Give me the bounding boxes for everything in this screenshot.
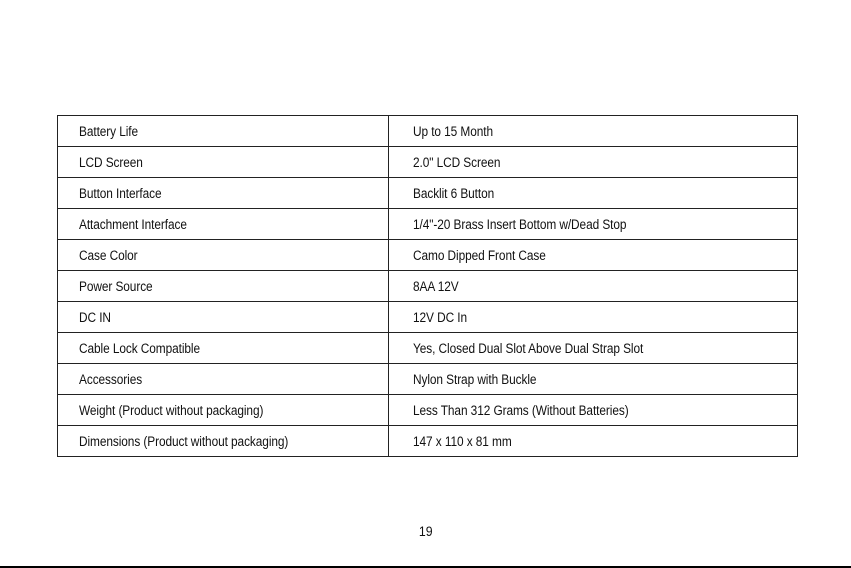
spec-value-text: Nylon Strap with Buckle <box>413 371 537 387</box>
spec-label <box>58 364 389 395</box>
spec-value <box>389 116 798 147</box>
spec-value <box>389 395 798 426</box>
spec-label-text: Dimensions (Product without packaging) <box>79 433 289 449</box>
spec-value-text: 2.0" LCD Screen <box>413 154 501 170</box>
spec-value-text: Yes, Closed Dual Slot Above Dual Strap Slot <box>413 340 644 356</box>
spec-label <box>58 116 389 147</box>
spec-label-text: DC IN <box>79 309 111 325</box>
spec-label <box>58 426 389 457</box>
table-row <box>58 364 798 395</box>
spec-value <box>389 426 798 457</box>
spec-label-text: Accessories <box>79 371 143 387</box>
table-row <box>58 333 798 364</box>
table-row <box>58 395 798 426</box>
spec-value <box>389 147 798 178</box>
table-row <box>58 209 798 240</box>
spec-label <box>58 209 389 240</box>
spec-value-text: Less Than 312 Grams (Without Batteries) <box>413 402 629 418</box>
spec-label-text: Weight (Product without packaging) <box>79 402 264 418</box>
spec-value <box>389 333 798 364</box>
spec-value-text: Up to 15 Month <box>413 123 493 139</box>
spec-label-text: Button Interface <box>79 185 162 201</box>
spec-value-text: 8AA 12V <box>413 278 459 294</box>
page-number-text: 19 <box>418 523 433 539</box>
table-row <box>58 302 798 333</box>
spec-label <box>58 147 389 178</box>
spec-label-text: Cable Lock Compatible <box>79 340 200 356</box>
table-row <box>58 147 798 178</box>
table-row <box>58 178 798 209</box>
spec-label <box>58 271 389 302</box>
specifications-table <box>57 115 798 457</box>
spec-label <box>58 178 389 209</box>
spec-label-text: Case Color <box>79 247 138 263</box>
spec-label-text: Battery Life <box>79 123 139 139</box>
spec-value-text: Camo Dipped Front Case <box>413 247 546 263</box>
spec-value-text: Backlit 6 Button <box>413 185 495 201</box>
table-row <box>58 116 798 147</box>
table-row <box>58 426 798 457</box>
spec-value-text: 1/4"-20 Brass Insert Bottom w/Dead Stop <box>413 216 627 232</box>
spec-label-text: Power Source <box>79 278 153 294</box>
table-row <box>58 240 798 271</box>
spec-label <box>58 333 389 364</box>
spec-value <box>389 302 798 333</box>
spec-value-text: 12V DC In <box>413 309 468 325</box>
spec-value <box>389 209 798 240</box>
page-number <box>0 523 851 539</box>
spec-value <box>389 271 798 302</box>
spec-label <box>58 395 389 426</box>
spec-value <box>389 240 798 271</box>
table-row <box>58 271 798 302</box>
spec-label <box>58 240 389 271</box>
spec-label-text: LCD Screen <box>79 154 143 170</box>
spec-label <box>58 302 389 333</box>
spec-label-text: Attachment Interface <box>79 216 187 232</box>
spec-value <box>389 364 798 395</box>
spec-value <box>389 178 798 209</box>
spec-value-text: 147 x 110 x 81 mm <box>413 433 512 449</box>
